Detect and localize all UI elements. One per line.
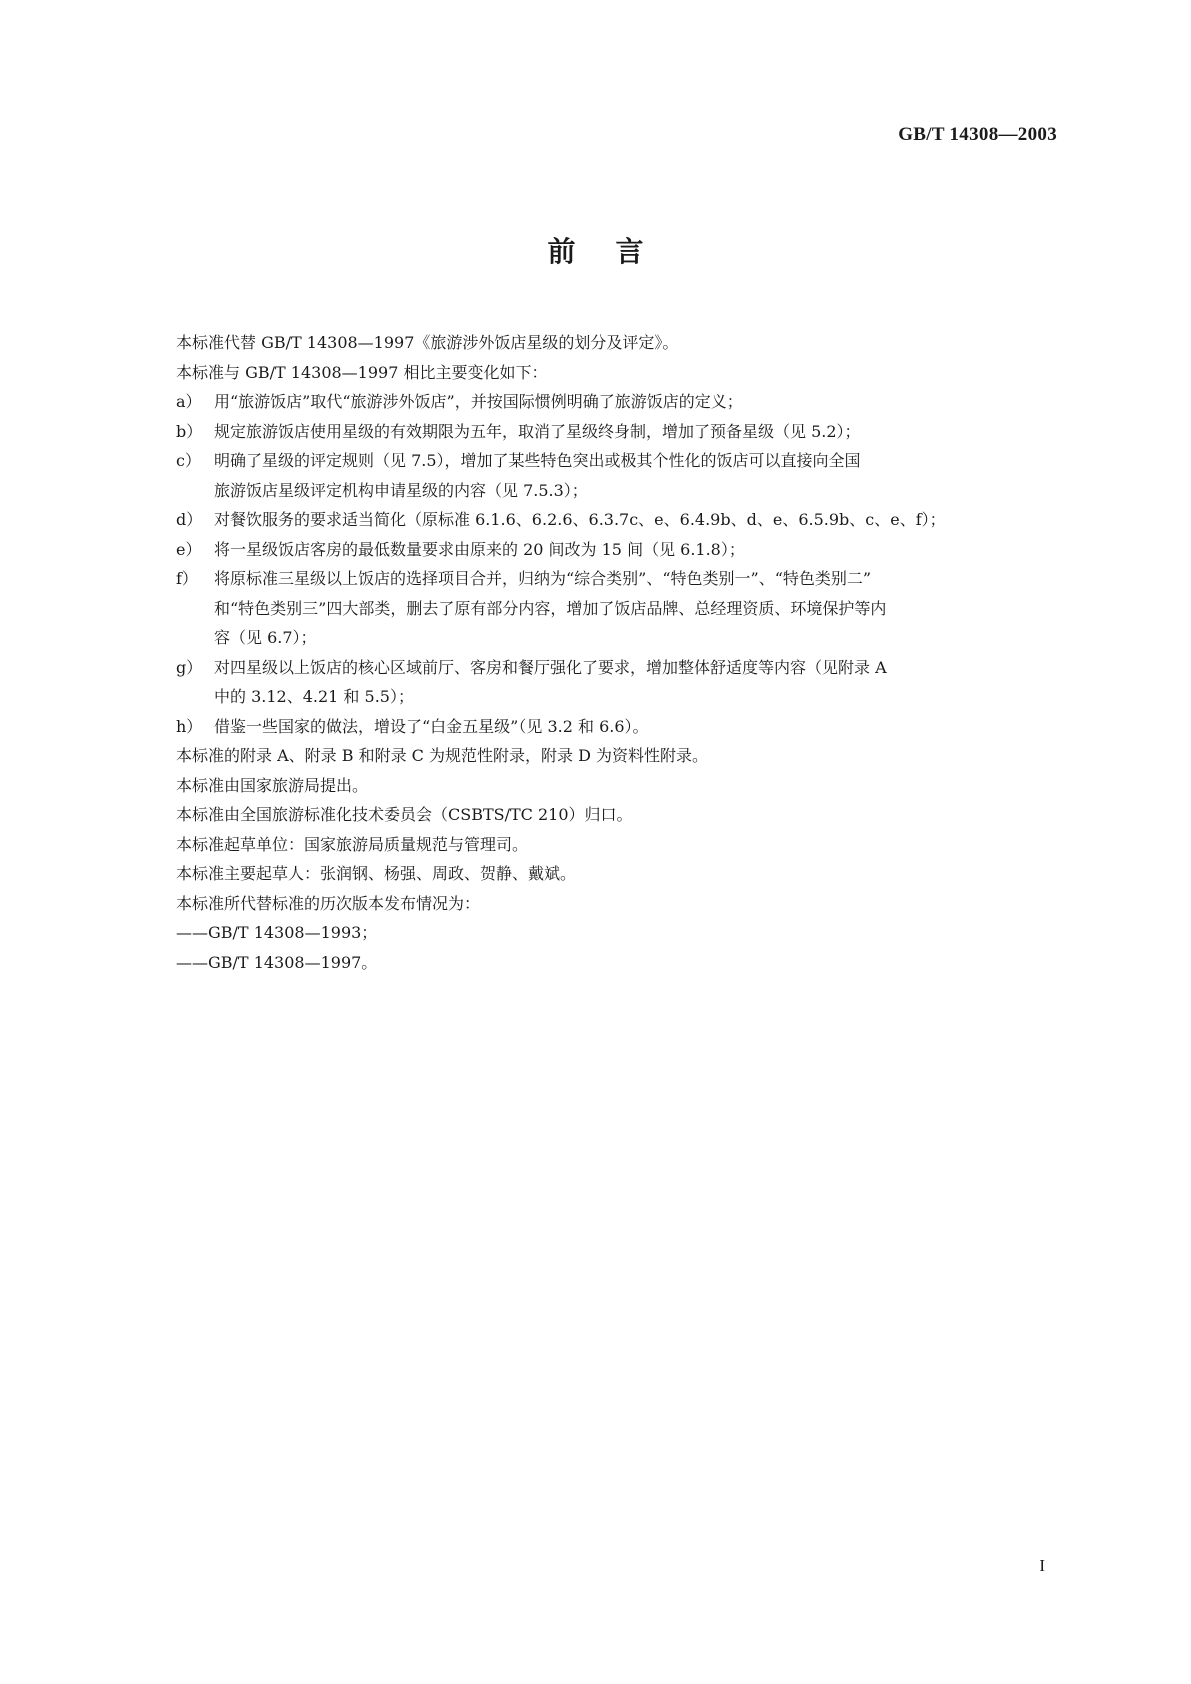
note-paragraph: 本标准所代替标准的历次版本发布情况为： <box>176 893 481 913</box>
page-title: 前言 <box>547 235 684 268</box>
item-marker: h） <box>176 716 203 736</box>
page-number: I <box>1039 1556 1045 1575</box>
item-text <box>214 446 1056 505</box>
item-text <box>214 387 1056 417</box>
change-item-a <box>176 387 1056 417</box>
item-line: 容（见 6.7）； <box>214 628 317 647</box>
item-line: 对餐饮服务的要求适当简化（原标准 6.1.6、6.2.6、6.3.7c、e、6.4.9b、d、e、6.5.9b、c、e、f）； <box>214 510 946 529</box>
item-marker: g） <box>176 657 203 677</box>
item-marker: f） <box>176 569 198 588</box>
change-item-c <box>176 446 1056 505</box>
item-marker: b） <box>176 421 203 441</box>
previous-edition: ——GB/T 14308—1997。 <box>176 952 378 972</box>
item-text <box>214 564 1056 653</box>
item-text <box>214 712 1056 742</box>
item-line: 明确了星级的评定规则（见 7.5），增加了某些特色突出或极其个性化的饭店可以直接向全国 <box>214 451 861 470</box>
item-line: 中的 3.12、4.21 和 5.5）； <box>214 687 414 706</box>
item-line: 和“特色类别三”四大部类，删去了原有部分内容，增加了饭店品牌、总经理资质、环境保护等内 <box>214 598 887 618</box>
item-line: 将一星级饭店客房的最低数量要求由原来的 20 间改为 15 间（见 6.1.8）； <box>214 539 745 559</box>
change-item-d <box>176 505 1056 535</box>
note-paragraph: 本标准的附录 A、附录 B 和附录 C 为规范性附录，附录 D 为资料性附录。 <box>176 746 708 765</box>
item-line: 旅游饭店星级评定机构申请星级的内容（见 7.5.3）； <box>214 480 588 500</box>
item-marker: e） <box>176 539 202 559</box>
change-item-h <box>176 712 1056 742</box>
item-marker: a） <box>176 392 202 411</box>
intro-paragraph: 本标准与 GB/T 14308—1997 相比主要变化如下： <box>176 362 548 382</box>
previous-edition: ——GB/T 14308—1993； <box>176 923 378 942</box>
standard-number: GB/T 14308—2003 <box>898 124 1057 145</box>
item-marker: d） <box>176 510 203 529</box>
item-marker: c） <box>176 451 201 470</box>
item-text <box>214 653 1056 712</box>
document-body <box>176 328 1056 977</box>
note-paragraph: 本标准起草单位：国家旅游局质量规范与管理司。 <box>176 834 529 854</box>
change-item-e <box>176 535 1056 565</box>
item-text <box>214 505 1056 535</box>
item-line: 借鉴一些国家的做法，增设了“白金五星级”（见 3.2 和 6.6）。 <box>214 716 649 736</box>
item-line: 将原标准三星级以上饭店的选择项目合并，归纳为“综合类别”、“特色类别一”、“特色类别二” <box>214 569 872 588</box>
item-line: 用“旅游饭店”取代“旅游涉外饭店”，并按国际惯例明确了旅游饭店的定义； <box>214 392 743 411</box>
item-text <box>214 535 1056 565</box>
note-paragraph: 本标准主要起草人：张润钢、杨强、周政、贺静、戴斌。 <box>176 864 577 883</box>
item-text <box>214 417 1056 447</box>
note-paragraph: 本标准由国家旅游局提出。 <box>176 775 369 795</box>
intro-paragraph: 本标准代替 GB/T 14308—1997《旅游涉外饭店星级的划分及评定》。 <box>176 333 679 352</box>
item-line: 对四星级以上饭店的核心区域前厅、客房和餐厅强化了要求，增加整体舒适度等内容（见附录 A <box>214 657 887 677</box>
item-line: 规定旅游饭店使用星级的有效期限为五年，取消了星级终身制，增加了预备星级（见 5.2）； <box>214 421 861 441</box>
change-item-f <box>176 564 1056 653</box>
change-item-g <box>176 653 1056 712</box>
note-paragraph: 本标准由全国旅游标准化技术委员会（CSBTS/TC 210）归口。 <box>176 805 633 824</box>
change-item-b <box>176 417 1056 447</box>
